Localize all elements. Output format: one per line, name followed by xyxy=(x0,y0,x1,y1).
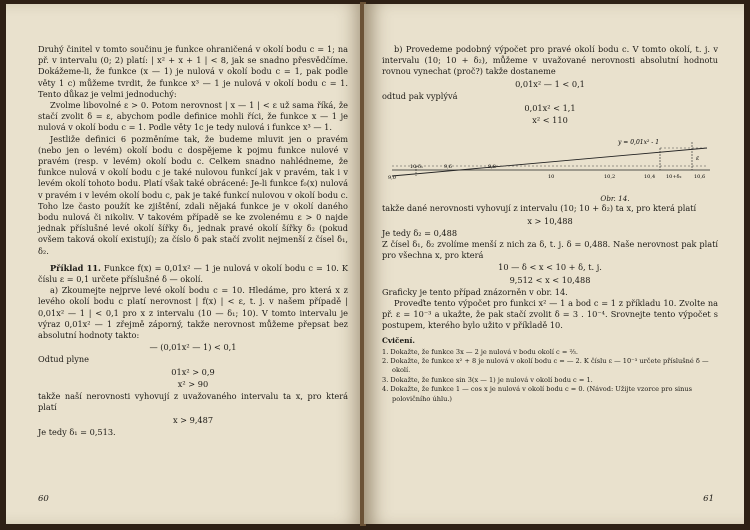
figure-14 xyxy=(382,130,718,192)
equation-r6: 9,512 < x < 10,488 xyxy=(509,274,591,285)
choose-text: Z čísel δ₁, δ₂ zvolíme menší z nich za δ, t. j. δ = 0,488. Naše nerovnost pak platí pro všechna x, pro která xyxy=(382,239,718,261)
tick-label-2: 9,6 xyxy=(444,164,452,171)
curve-label: y = 0,01x² - 1 xyxy=(618,139,660,147)
exercise-2: 2. Dokažte, že funkce x² + 8 je nulová v okolí bodu c = — 2. K číslu ε — 10⁻³ určete příslušné δ — okolí. xyxy=(382,357,709,375)
after-text: takže naší nerovnosti vyhovují z uvažovaného intervalu ta x, pro která platí xyxy=(38,391,348,413)
exercises-title: Cvičení. xyxy=(382,335,415,345)
equation-4: x > 9,487 xyxy=(172,414,214,425)
right-page xyxy=(364,4,744,524)
page-number: 60 xyxy=(38,494,49,504)
exercise-4: 4. Dokažte, že funkce 1 — cos x je nulová v okolí bodu c = 0. (Návod: Užijte vzorce pro sinus polovičního úhlu.) xyxy=(382,385,692,403)
paragraph-3: Jestliže definici 6 pozměníme tak, že budeme mluvit jen o pravém (nebo jen o levém) okolí bodu c dospějeme k pojmu funkce nulové v pravém (resp. v levém) okolí bodu c. Celkem snadno nahlédneme, že funkce nulová v okolí bodu c je také nulovou funkcí jak v pravém, tak i v levém okolí tohoto bodu. Platí však také obrácené: Je-li funkce f₀(x) nulová v pravém i v levém okolí bodu c, pak je také funkcí nulovou v okolí bodu c. Toho lze často použít ke zjištění, zdali nějaká funkce je v okolí daného bodu nulová či nikoliv. V takovém případě se ke zvolenému ε > 0 najde jednak příslušné levé okolí šířky δ₁, jednak pravé okolí šířky δ₂ (pokud ovšem taková okolí existují); za číslo δ pak stačí zvolit nejmenší z čísel δ₁, δ₂. xyxy=(38,133,348,256)
equation-2: 01x² > 0,9 xyxy=(171,366,215,377)
left-page xyxy=(6,4,362,524)
equation-r3: x² < 110 xyxy=(532,115,568,126)
example-label: Příklad 11. xyxy=(50,262,101,273)
exercise-3: 3. Dokažte, že funkce sin 3(x — 1) je nulová v okolí bodu c = 1. xyxy=(382,375,593,384)
eps-label: ε xyxy=(696,155,700,163)
graf-text: Graficky je tento případ znázorněn v obr. 14. xyxy=(382,286,568,297)
equation-r5: 10 — δ < x < 10 + δ, t. j. xyxy=(498,262,602,273)
paragraph-2: Zvolme libovolné ε > 0. Potom nerovnost | x — 1 | < ε už sama říká, že stačí zvolit δ = ε, abychom podle definice mohli říci, že funkce x — 1 je nulová v okolí bodu c = 1. Podle věty 1c je tedy nulová i funkce x³ — 1. xyxy=(38,100,348,133)
tick-label-7: 10+δ₂ xyxy=(666,174,682,181)
tick-label-0: 9,0 xyxy=(388,175,396,182)
odtud-text-r: odtud pak vyplývá xyxy=(382,90,458,101)
final-text: Je tedy δ₁ = 0,513. xyxy=(38,426,116,437)
exercise-1: 1. Dokažte, že funkce 3x — 2 je nulová v bodu okolí c = ⅔. xyxy=(382,347,578,356)
page-number-right: 61 xyxy=(703,494,714,504)
figure-caption: Obr. 14. xyxy=(600,194,630,204)
equation-r1: 0,01x² — 1 < 0,1 xyxy=(515,78,585,89)
after-text-r: takže dané nerovnosti vyhovují z intervalu (10; 10 + δ₂) ta x, pro která platí xyxy=(382,203,697,214)
paragraph-1: Druhý činitel v tomto součinu je funkce ohraničená v okolí bodu c = 1; na př. v intervalu (0; 2) platí: | x² + x + 1 | < 8, jak se snadno přesvědčíme. Dokážeme-li, že funkce (x — 1) je nulová v okolí bodu c = 1, pak podle věty 1 c) můžeme tvrdit, že funkce x³ — 1 je nulová v okolí bodu c = 1. Tento důkaz je velmi jednoduchý: xyxy=(38,44,348,99)
tick-label-3: 9,8 xyxy=(488,164,496,171)
je-tedy-text: Je tedy δ₂ = 0,488 xyxy=(382,227,458,238)
tick-label-4: 10 xyxy=(548,174,555,181)
figure-graph xyxy=(382,130,712,192)
equation-3: x² > 90 xyxy=(177,378,209,389)
example-text: Funkce f(x) = 0,01x² — 1 je nulová v okolí bodu c = 10. K číslu ε = 0,1 určete příslušné δ — okolí. xyxy=(38,262,349,285)
tick-label-6: 10,4 xyxy=(644,174,656,181)
tick-label-1: 10-δ₁ xyxy=(410,164,424,171)
example-11 xyxy=(38,263,348,285)
equation-r2: 0,01x² < 1,1 xyxy=(524,103,576,114)
task-text: Proveďte tento výpočet pro funkci x² — 1 a bod c = 1 z příkladu 10. Zvolte na př. ε = 10⁻³ a ukažte, že pak stačí zvolit δ = 3 . 10⁻⁴. Srovnejte tento výpočet s postupem, kterého bylo užito v příkladě 10. xyxy=(382,298,718,331)
tick-label-5: 10,2 xyxy=(604,174,616,181)
odtud-text: Odtud plyne xyxy=(38,354,89,365)
tick-label-8: 10,6 xyxy=(694,174,706,181)
equation-r4: x > 10,488 xyxy=(527,215,573,226)
part-a: a) Zkoumejte nejprve levé okolí bodu c = 10. Hledáme, pro která x z levého okolí bodu c platí nerovnost | f(x) | < ε, t. j. v našem případě | 0,01x² — 1 | < 0,1 pro x z intervalu (10 — δ₁; 10). V tomto intervalu je výraz 0,01x² — 1 zřejmě záporný, takže nerovnost můžeme přepsat bez absolutní hodnoty takto: xyxy=(38,285,348,341)
part-b: b) Provedeme podobný výpočet pro pravé okolí bodu c. V tomto okolí, t. j. v intervalu (10; 10 + δ₂), můžeme v uvažované nerovnosti absolutní hodnotu rovnou vynechat (proč?) takže dostaneme xyxy=(382,44,718,77)
equation-1: — (0,01x² — 1) < 0,1 xyxy=(149,342,237,353)
